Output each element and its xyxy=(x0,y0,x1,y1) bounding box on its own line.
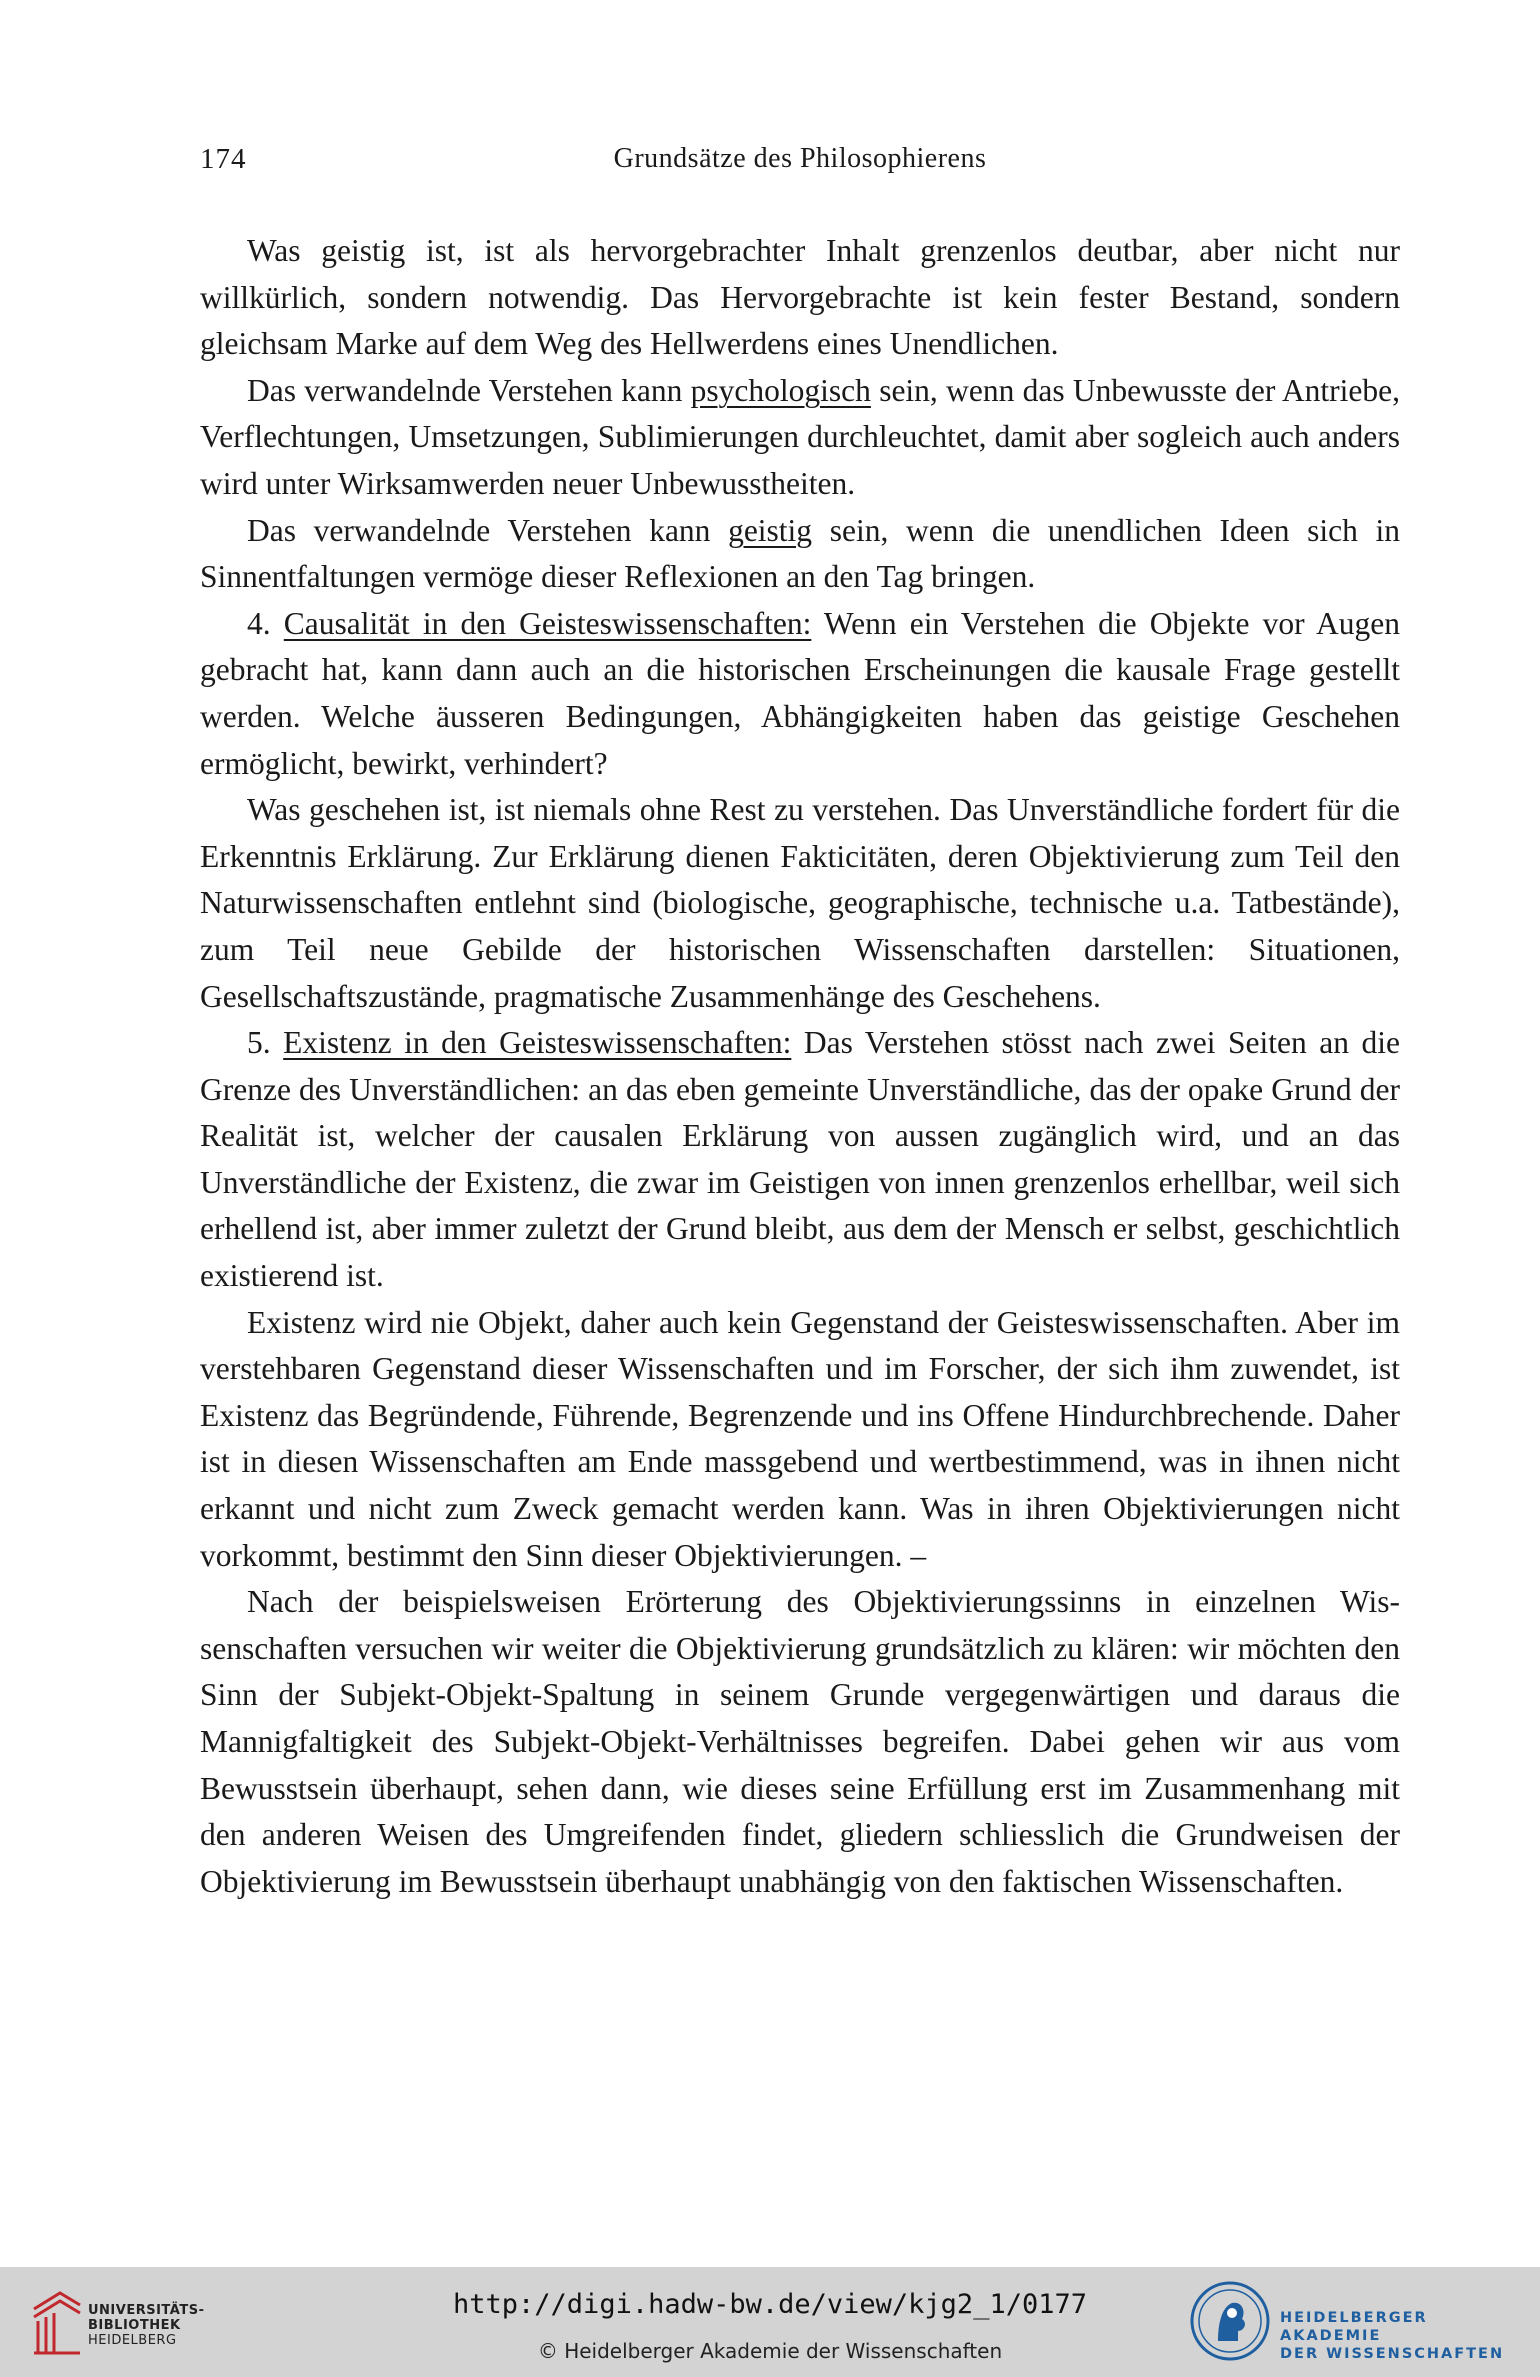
paragraph-7: Existenz wird nie Objekt, daher auch kein Gegenstand der Geisteswissenschaften. Aber im verstehbaren Gegenstand dieser Wissenschaften und im Forscher, der sich ihm zuwendet, ist Existenz das Begründende, Führende, Begrenzende und ins Offene Hindurchbrechende. Daher ist in diesen Wissenschaften am Ende massgebend und wertbestimmend, was in ihnen nicht erkannt und nicht zum Zweck gemacht werden kann. Was in ihren Objektivierungen nicht vorkommt, bestimmt den Sinn dieser Objektivierungen. – xyxy=(200,1304,1400,1573)
paragraph-6: 5. Existenz in den Geisteswissenschaften: Das Verstehen stösst nach zwei Seiten an die Grenze des Unverständlichen: an das eben gemeinte Unverständliche, das der opake Grund der Realität ist, welcher der causalen Erklärung von aussen zugänglich wird, und an das Unverständliche der Existenz, die zwar im Geistigen von innen grenzenlos erhellbar, weil sich erhellend ist, aber immer zuletzt der Grund bleibt, aus dem der Mensch er selbst, geschichtlich existierend ist. xyxy=(200,1025,1401,1294)
underlined-term: psychologisch xyxy=(690,372,871,408)
academy-logo-text: HEIDELBERGER AKADEMIE DER WISSENSCHAFTEN xyxy=(1280,2310,1505,2362)
body-text xyxy=(200,228,1400,1905)
page-number: 174 xyxy=(200,143,247,175)
academy-seal-icon xyxy=(1188,2279,1272,2363)
underlined-term: geistig xyxy=(728,512,813,548)
footer-copyright: © Heidelberger Akademie der Wissenschaften xyxy=(537,2339,1003,2363)
paragraph-2: Das verwandelnde Verstehen kann psychologisch sein, wenn das Unbewusste der Antriebe, Verflechtungen, Umsetzungen, Sublimierungen durchleuchtet, damit aber sogleich auch anders wird unter Wirksamwerden neuer Unbewusstheiten. xyxy=(200,372,1400,501)
footer-bar xyxy=(0,2267,1540,2377)
academy-logo[interactable] xyxy=(1188,2279,1528,2369)
running-head: Grundsätze des Philosophierens xyxy=(613,143,987,174)
paragraph-3: Das verwandelnde Verstehen kann geistig sein, wenn die unendlichen Ideen sich in Sinnentfaltungen vermöge dieser Reflexionen an den Tag bringen. xyxy=(200,512,1400,595)
section-heading: Existenz in den Geisteswissenschaften: xyxy=(283,1025,792,1061)
paragraph-8: Nach der beispielsweisen Erörterung des Objektivierungssinns in einzelnen Wissenschaften versuchen wir weiter die Objektivierung grundsätzlich zu klären: wir möchten den Sinn der Subjekt-Objekt-Spaltung in seinem Grunde vergegenwärtigen und daraus die Mannigfaltigkeit des Subjekt-Objekt-Verhältnisses begreifen. Dabei gehen wir aus vom Bewusstsein überhaupt, sehen dann, wie dieses seine Erfüllung erst im Zusammenhang mit den anderen Weisen des Umgreifenden findet, gliedern schliesslich die Grundweisen der Objektivierung im Bewusstsein überhaupt unabhängig von den faktischen Wissenschaften. xyxy=(200,1584,1400,1899)
section-heading: Causalität in den Geisteswissenschaften: xyxy=(283,605,812,641)
paragraph-5: Was geschehen ist, ist niemals ohne Rest zu verstehen. Das Unverständliche fordert für die Erkenntnis Erklärung. Zur Erklärung dienen Fakticitäten, deren Objektivierung zum Teil den Naturwissenschaften entlehnt sind (biologische, geographische, technische u.a. Tatbestände), zum Teil neue Gebilde der historischen Wissenschaften darstellen: Situationen, Gesellschaftszustände, pragmatische Zusammenhänge des Geschehens. xyxy=(200,792,1400,1014)
library-logo-text: UNIVERSITÄTS- BIBLIOTHEK HEIDELBERG xyxy=(88,2303,205,2348)
paragraph-4: 4. Causalität in den Geisteswissenschaften: Wenn ein Verstehen die Objekte vor Augen gebracht hat, kann dann auch an die historischen Erscheinungen die kausale Frage gestellt werden. Welche äusseren Bedingungen, Abhängigkeiten haben das geistige Geschehen ermöglicht, bewirkt, verhindert? xyxy=(200,605,1401,781)
footer-url-link[interactable]: http://digi.hadw-bw.de/view/kjg2_1/0177 xyxy=(453,2289,1087,2320)
paragraph-1: Was geistig ist, ist als hervorgebrachter Inhalt grenzenlos deutbar, aber nicht nur willkürlich, sondern notwendig. Das Hervorgebrachte ist kein fester Bestand, sondern gleichsam Marke auf dem Weg des Hellwerdens eines Unendlichen. xyxy=(200,233,1400,362)
